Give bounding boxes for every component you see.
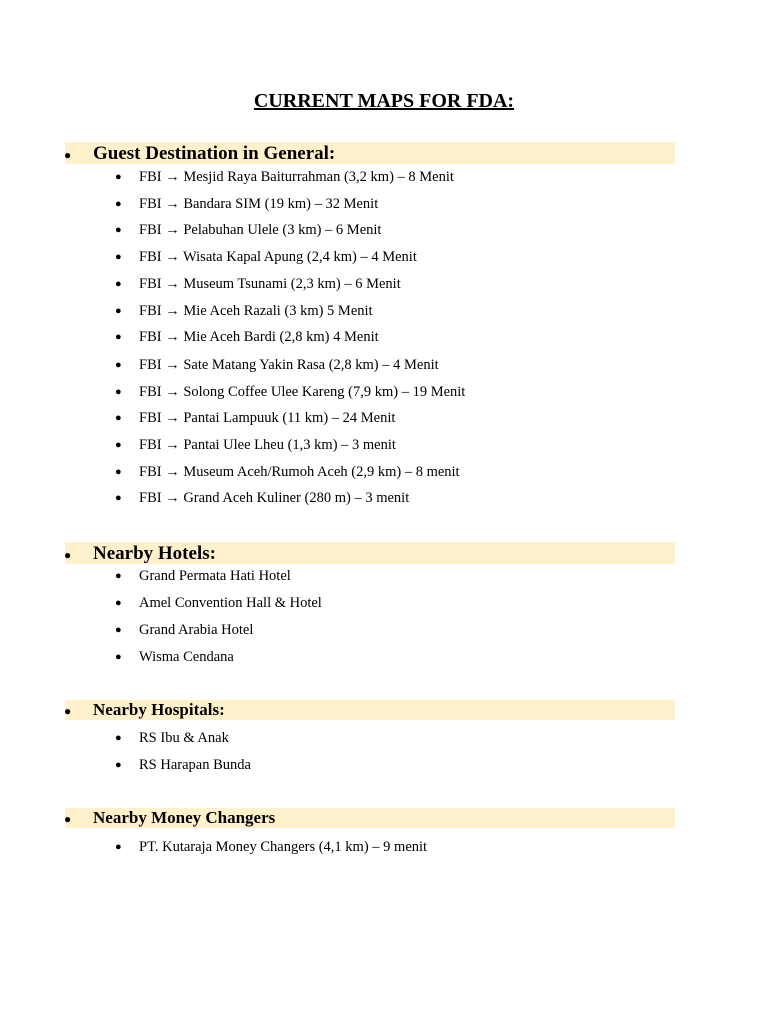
list-item: ● RS Ibu & Anak	[115, 730, 229, 746]
list-item: ● Amel Convention Hall & Hotel	[115, 595, 322, 611]
bullet: ●	[115, 412, 122, 424]
section-heading: Nearby Money Changers	[93, 808, 276, 827]
list-item: ● FBI → Bandara SIM (19 km) – 32 Menit	[115, 196, 379, 212]
bullet: ●	[115, 331, 122, 343]
section-heading: Nearby Hotels:	[93, 543, 216, 564]
list-item: ● Wisma Cendana	[115, 649, 234, 665]
bullet: ●	[115, 492, 122, 504]
bullet: ●	[115, 732, 122, 744]
heading-bullet: ●	[64, 812, 72, 826]
list-item: ● RS Harapan Bunda	[115, 757, 251, 773]
list-item: ● FBI → Mie Aceh Razali (3 km) 5 Menit	[115, 303, 373, 319]
section-heading: Nearby Hospitals:	[93, 700, 225, 719]
list-item: ● Grand Arabia Hotel	[115, 622, 254, 638]
list-item: ● FBI → Wisata Kapal Apung (2,4 km) – 4 Menit	[115, 249, 417, 265]
bullet: ●	[115, 305, 122, 317]
bullet: ●	[115, 439, 122, 451]
list-item: ● Grand Permata Hati Hotel	[115, 568, 291, 584]
bullet: ●	[115, 759, 122, 771]
bullet: ●	[115, 251, 122, 263]
page-title: CURRENT MAPS FOR FDA:	[253, 90, 515, 112]
bullet: ●	[115, 198, 122, 210]
bullet: ●	[115, 466, 122, 478]
heading-bullet: ●	[64, 548, 72, 562]
bullet: ●	[115, 651, 122, 663]
bullet: ●	[115, 624, 122, 636]
list-item: ● FBI → Museum Tsunami (2,3 km) – 6 Menit	[115, 276, 401, 292]
bullet: ●	[115, 386, 122, 398]
list-item: ● FBI → Solong Coffee Ulee Kareng (7,9 km) – 19 Menit	[115, 384, 466, 400]
list-item: ● FBI → Pelabuhan Ulele (3 km) – 6 Menit	[115, 222, 382, 238]
bullet: ●	[115, 841, 122, 853]
list-item: ● FBI → Pantai Ulee Lheu (1,3 km) – 3 menit	[115, 437, 396, 453]
bullet: ●	[115, 171, 122, 183]
heading-bullet: ●	[64, 704, 72, 718]
list-item: ● FBI → Mesjid Raya Baiturrahman (3,2 km) – 8 Menit	[115, 169, 454, 185]
heading-bullet: ●	[64, 148, 72, 162]
bullet: ●	[115, 570, 122, 582]
list-item: ● FBI → Grand Aceh Kuliner (280 m) – 3 menit	[115, 490, 410, 506]
bullet: ●	[115, 359, 122, 371]
list-item: ● FBI → Museum Aceh/Rumoh Aceh (2,9 km) – 8 menit	[115, 464, 460, 480]
section-heading: Guest Destination in General:	[93, 143, 336, 164]
list-item: ● FBI → Pantai Lampuuk (11 km) – 24 Menit	[115, 410, 396, 426]
list-item: ● FBI → Mie Aceh Bardi (2,8 km) 4 Menit	[115, 329, 379, 345]
bullet: ●	[115, 597, 122, 609]
list-item: ● FBI → Sate Matang Yakin Rasa (2,8 km) – 4 Menit	[115, 357, 439, 373]
list-item: ● PT. Kutaraja Money Changers (4,1 km) – 9 menit	[115, 839, 428, 855]
bullet: ●	[115, 278, 122, 290]
bullet: ●	[115, 224, 122, 236]
